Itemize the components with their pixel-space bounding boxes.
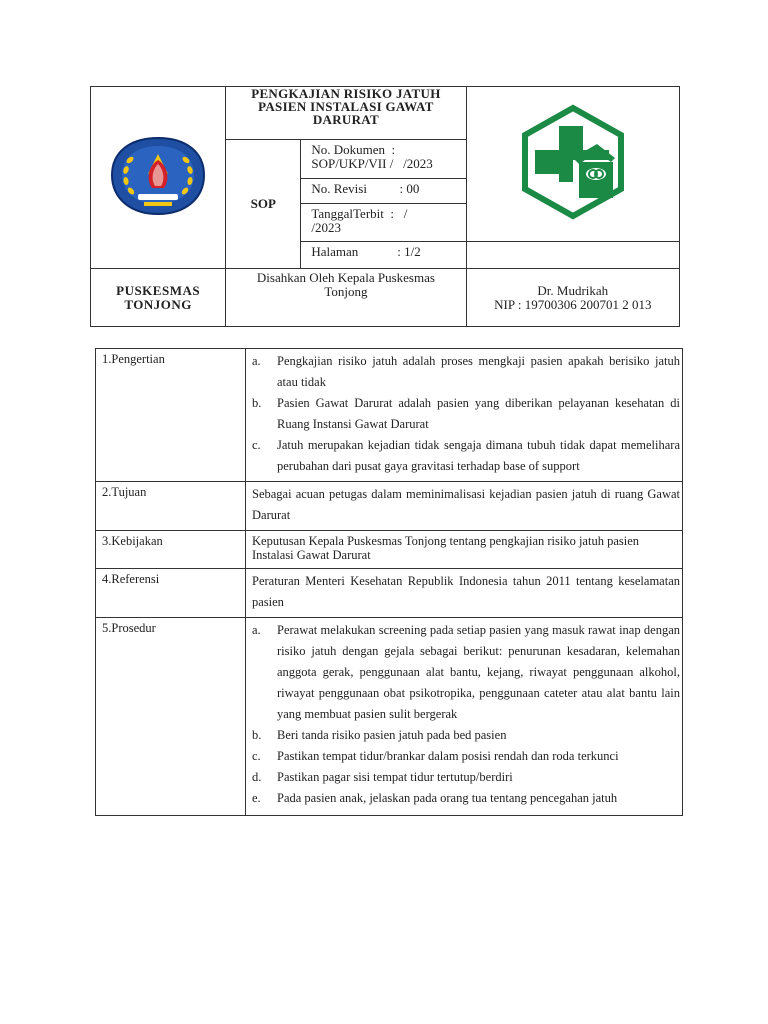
signer-name: Dr. Mudrikah (537, 282, 609, 298)
list-text: Jatuh merupakan kejadian tidak sengaja dimana tubuh tidak dapat memelihara perubahan dari pusat gaya gravitasi terhadap base of support (277, 438, 680, 473)
sop-label: SOP (226, 140, 301, 269)
row-content: Sebagai acuan petugas dalam meminimalisasi kejadian pasien jatuh di ruang Gawat Darurat (246, 482, 683, 531)
disahkan-line2: Tonjong (324, 284, 368, 299)
list-text: Pasien Gawat Darurat adalah pasien yang diberikan pelayanan kesehatan di Ruang Instansi Gawat Darurat (277, 396, 680, 431)
list-text: Pengkajian risiko jatuh adalah proses mengkaji pasien apakah berisiko jatuh atau tidak (277, 354, 680, 389)
list-item (252, 351, 680, 393)
list-item (252, 725, 680, 746)
no-revisi: No. Revisi : 00 (301, 179, 466, 204)
tanggal-terbit (301, 204, 466, 242)
list-text: Pada pasien anak, jelaskan pada orang tua tentang pencegahan jatuh (277, 791, 618, 805)
row-label: 1.Pengertian (96, 349, 246, 482)
list-marker: d. (252, 770, 262, 784)
list-marker: a. (252, 354, 261, 368)
list-marker: b. (252, 728, 262, 742)
row-content (246, 349, 683, 482)
halaman: Halaman : 1/2 (301, 242, 466, 269)
list-item (252, 788, 680, 809)
puskesmas-cross-logo (513, 102, 633, 222)
list-text: Pastikan tempat tidur/brankar dalam posisi rendah dan roda terkunci (277, 749, 619, 763)
logo-bottom-cell (466, 242, 679, 269)
regency-emblem-logo (108, 130, 208, 220)
list-item (252, 746, 680, 767)
list-text: Perawat melakukan screening pada setiap pasien yang masuk rawat inap dengan risiko jatuh dengan gejala sebagai berikut: penurunan kesadaran, kelemahan anggota gerak, penggunaan alat bantu, kejang, riwayat penggunaan alkohol, riwayat penggunaan obat psikotropika, penggunaan cateter atau alat bantu lain yang membuat pasien sulit bergerak (277, 623, 680, 721)
row-content: Keputusan Kepala Puskesmas Tonjong tentang pengkajian risiko jatuh pasien Instalasi Gawat Darurat (246, 531, 683, 569)
list-marker: a. (252, 623, 261, 637)
disahkan-line1: Disahkan Oleh Kepala Puskesmas (256, 270, 435, 285)
list-item (252, 435, 680, 477)
list-marker: c. (252, 749, 261, 763)
no-dokumen-label: No. Dokumen : (311, 142, 396, 157)
row-pengertian (96, 349, 683, 482)
puskesmas-line1: PUSKESMAS (116, 282, 201, 298)
row-label: 4.Referensi (96, 569, 246, 618)
list-item (252, 767, 680, 788)
row-label: 3.Kebijakan (96, 531, 246, 569)
row-label: 5.Prosedur (96, 618, 246, 816)
row-content (246, 618, 683, 816)
disahkan-oleh (226, 269, 466, 327)
list-marker: b. (252, 396, 262, 410)
row-label: 2.Tujuan (96, 482, 246, 531)
list-text: Pastikan pagar sisi tempat tidur tertutup/berdiri (277, 770, 513, 784)
puskesmas-name (91, 269, 226, 327)
row-content: Peraturan Menteri Kesehatan Republik Indonesia tahun 2011 tentang keselamatan pasien (246, 569, 683, 618)
list-item (252, 620, 680, 725)
list-text: Beri tanda risiko pasien jatuh pada bed pasien (277, 728, 507, 742)
list-marker: c. (252, 438, 261, 452)
tanggal-terbit-label: TanggalTerbit : / (311, 206, 408, 221)
row-kebijakan (96, 531, 683, 569)
list-item (252, 393, 680, 435)
sop-header-table (90, 86, 680, 327)
list-marker: e. (252, 791, 261, 805)
document-title: PENGKAJIAN RISIKO JATUH PASIEN INSTALASI GAWAT DARURAT (226, 87, 466, 140)
tanggal-terbit-value: /2023 (311, 220, 341, 235)
row-prosedur (96, 618, 683, 816)
signer-nip: NIP : 19700306 200701 2 013 (494, 296, 652, 312)
puskesmas-logo-cell (466, 87, 679, 242)
regency-emblem-cell (91, 87, 226, 269)
no-dokumen-value: SOP/UKP/VII / /2023 (311, 156, 433, 171)
row-referensi (96, 569, 683, 618)
no-dokumen (301, 140, 466, 179)
puskesmas-line2: TONJONG (124, 296, 192, 312)
row-tujuan (96, 482, 683, 531)
signer (466, 269, 679, 327)
sop-content-table (95, 348, 683, 816)
